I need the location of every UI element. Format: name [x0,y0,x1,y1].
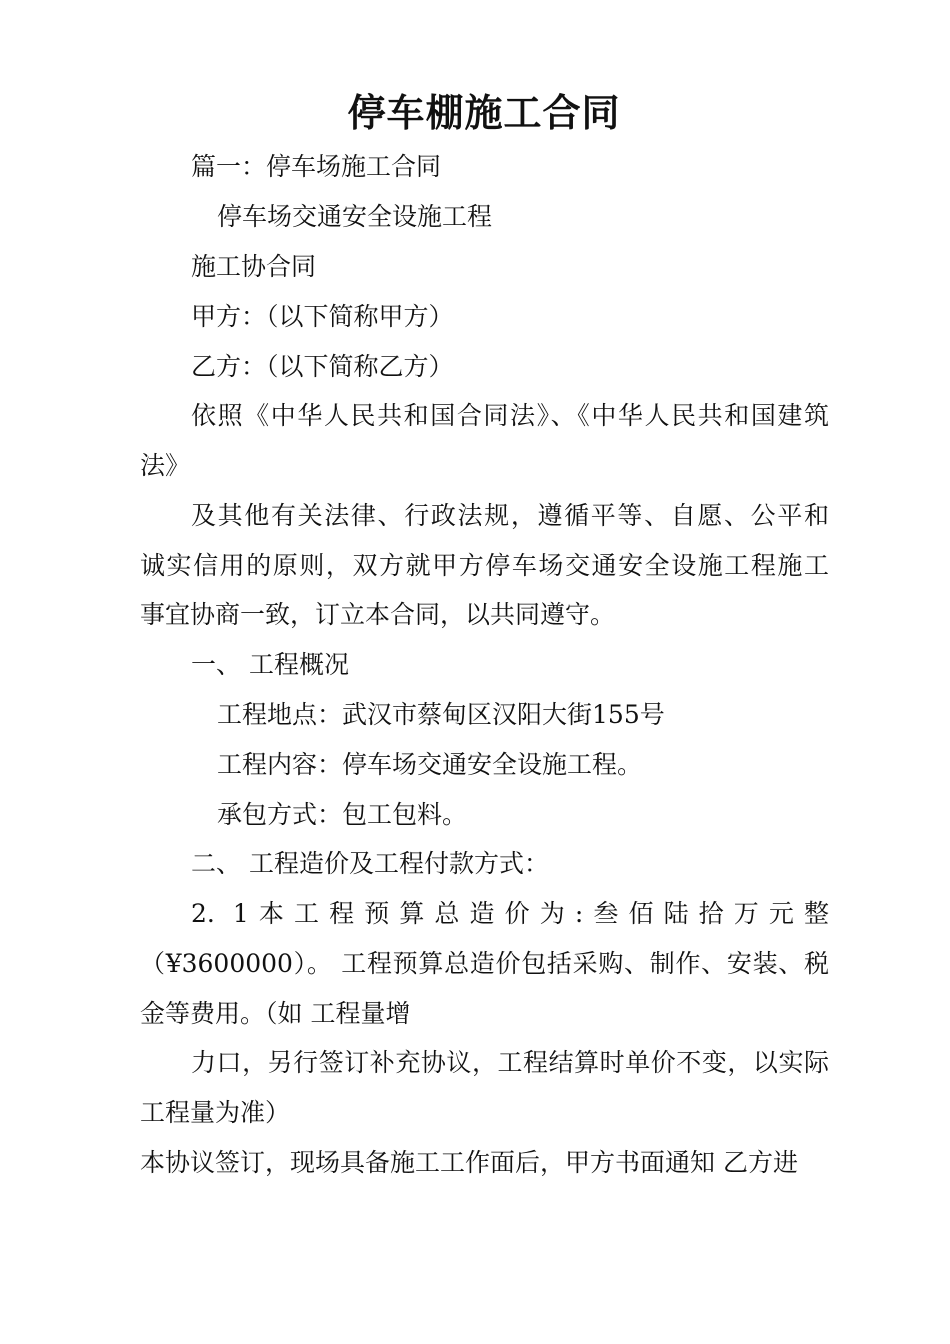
contract-type-line: 施工协合同 [191,252,317,281]
contract-method-line: 承包方式：包工包料。 [217,800,468,829]
budget-line-1: 2. 1本工程预算总造价为:叁佰陆拾万元整 [191,899,829,928]
legal-basis-line-1: 依照《中华人民共和国合同法》、《中华人民共和国建筑 [191,401,829,430]
section-cost-payment: 二、 工程造价及工程付款方式： [191,849,549,878]
principles-line-2: 诚实信用的原则，双方就甲方停车场交通安全设施工程施工 [140,551,829,580]
section-heading-part-one: 篇一：停车场施工合同 [191,152,442,181]
project-name-line: 停车场交通安全设施工程 [217,202,493,231]
budget-line-2: （¥3600000）。 工程预算总造价包括采购、制作、安装、税 [140,949,829,978]
supplement-line-2: 工程量为准） [140,1098,291,1127]
principles-line-1: 及其他有关法律、行政法规，遵循平等、自愿、公平和 [191,501,829,530]
supplement-line-1: 力口，另行签订补充协议，工程结算时单价不变，以实际 [191,1048,829,1077]
party-b-line: 乙方：（以下简称乙方） [191,352,454,381]
project-content-line: 工程内容：停车场交通安全设施工程。 [217,750,643,779]
principles-line-3: 事宜协商一致，订立本合同，以共同遵守。 [140,600,616,629]
party-a-line: 甲方：（以下简称甲方） [191,302,454,331]
document-title: 停车棚施工合同 [347,91,621,135]
project-location-line: 工程地点：武汉市蔡甸区汉阳大街155号 [217,700,665,729]
legal-basis-line-2: 法》 [140,451,191,480]
budget-line-3: 金等费用。（如 工程量增 [140,999,411,1028]
notification-line: 本协议签订，现场具备施工工作面后，甲方书面通知 乙方进 [140,1148,798,1177]
section-project-overview: 一、 工程概况 [191,650,349,679]
